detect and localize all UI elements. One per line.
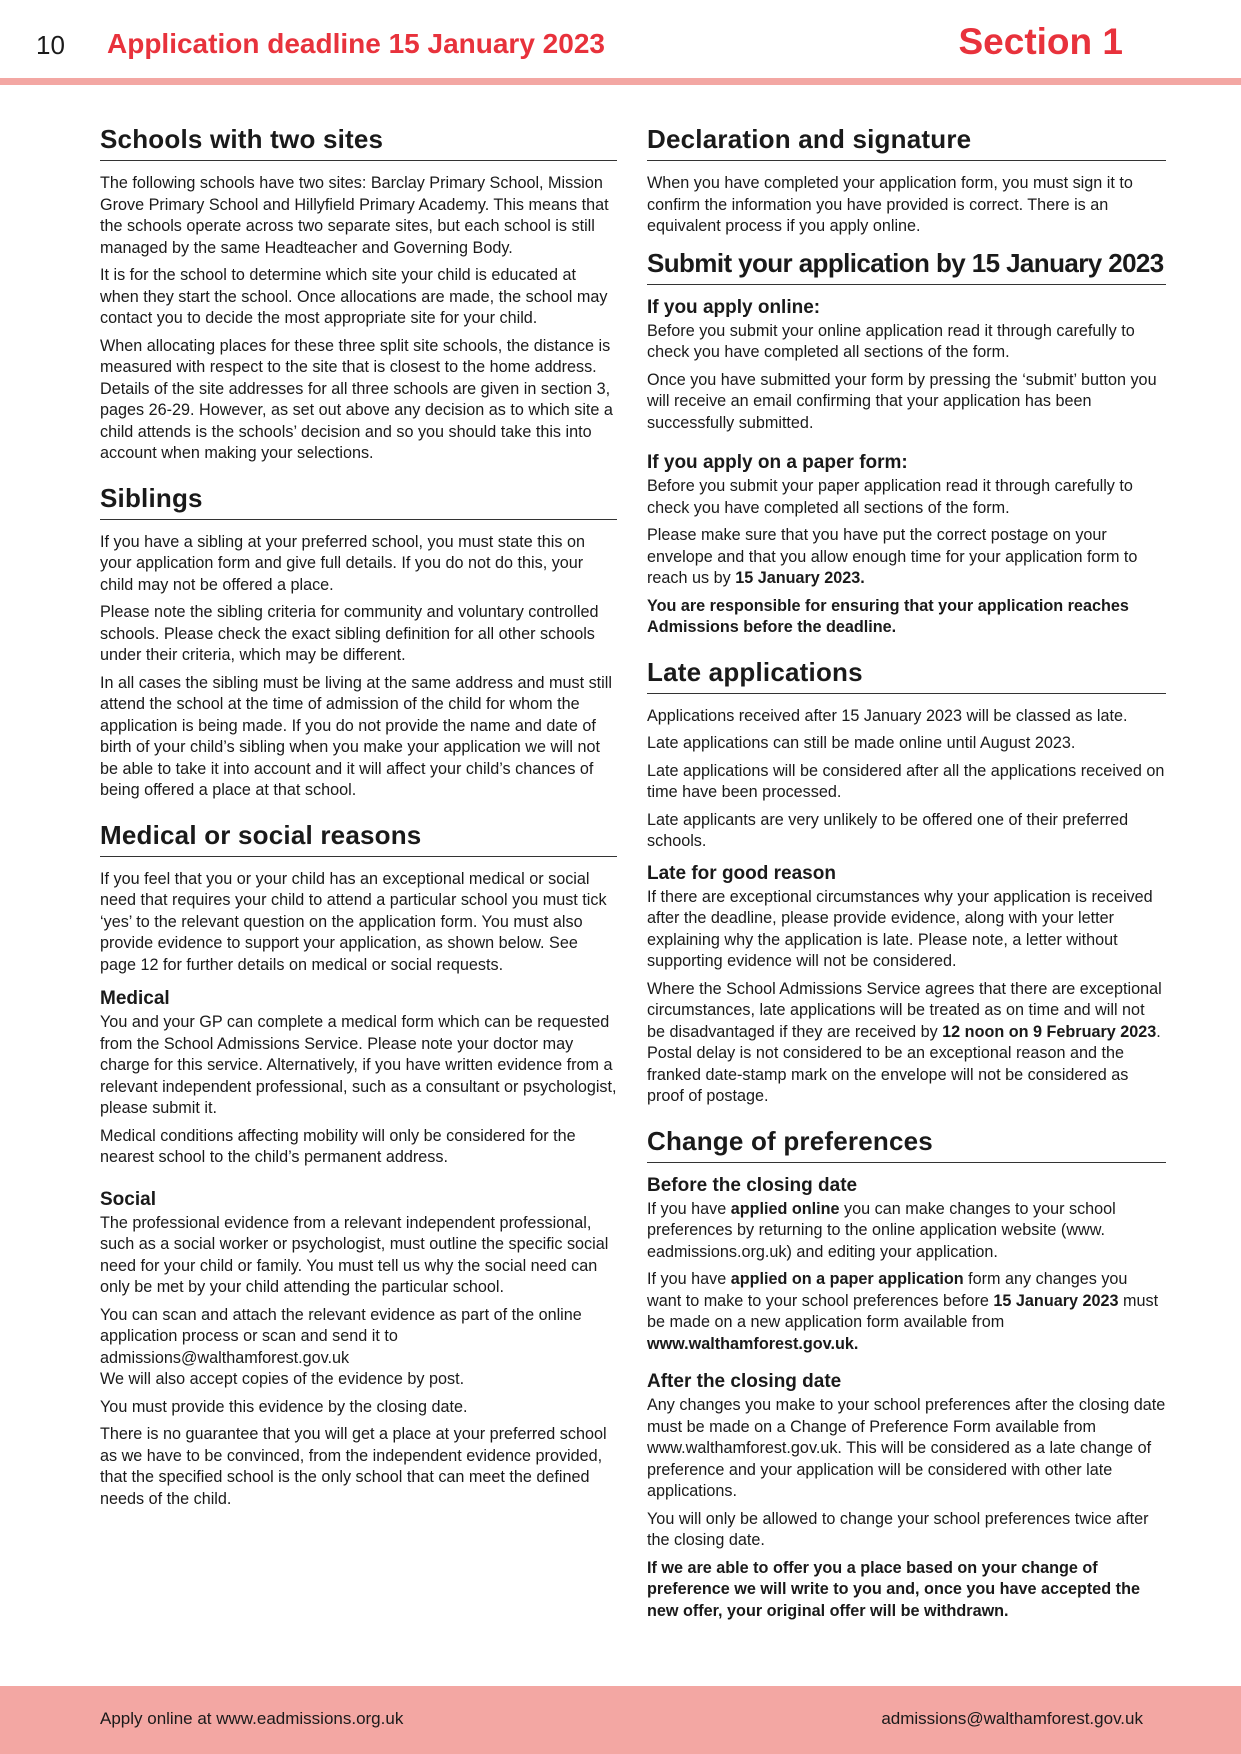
paragraph: You are responsible for ensuring that your application reaches Admissions before the deadline. [647, 596, 1129, 636]
section-label: Section 1 [958, 21, 1123, 62]
section-heading: Medical or social reasons [100, 820, 617, 857]
subheading: Late for good reason [647, 862, 836, 884]
page-header [0, 0, 1241, 80]
paragraph: There is no guarantee that you will get a place at your preferred school as we have to be convinced, from the independent evidence provided, that the specified school is the only school that can meet the defined needs of the child. [100, 1425, 607, 1508]
section-heading: Change of preferences [647, 1126, 1166, 1163]
subheading: Before the closing date [647, 1174, 858, 1196]
paragraph: Please make sure that you have put the correct postage on your envelope and that you allow enough time for your application form to reach us by 15 January 2023. [647, 526, 1138, 587]
paragraph: You can scan and attach the relevant evidence as part of the online application process or scan and send it to admissions@walthamforest.gov.uk [100, 1305, 582, 1367]
paragraph: You will only be allowed to change your school preferences twice after the closing date. [647, 1509, 1149, 1549]
subheading: If you apply online: [647, 296, 821, 318]
medical-social-section [100, 820, 617, 1511]
paragraph: Applications received after 15 January 2023 will be classed as late. [647, 706, 1128, 725]
paragraph: When you have completed your application form, you must sign it to confirm the information you have provided is correct. There is an equivalent process if you apply online. [647, 174, 1133, 235]
paragraph: It is for the school to determine which site your child is educated at when they start the school. Once allocations are made, the school may contact you to decide the most appropriate site for your child. [100, 266, 608, 327]
paragraph: Where the School Admissions Service agrees that there are exceptional circumstances, late applications will be treated as on time and will not be disadvantaged if they are received by 12 noon on 9 February 2023. Postal delay is not considered to be an exceptional reason and the franked date-stamp mark on the envelope will not be considered as proof of postage. [647, 979, 1162, 1105]
siblings-section [100, 483, 617, 802]
left-column [100, 118, 617, 1528]
paragraph: When allocating places for these three split site schools, the distance is measured with respect to the site that is closest to the home address. Details of the site addresses for all three schools are given in section 3, pages 26-29. However, as set out above any decision as to which site a child attends is the schools’ decision and so you should take this into account when making your selections. [100, 336, 613, 462]
paragraph: If you have applied on a paper application form any changes you want to make to your school preferences before 15 January 2023 must be made on a new application form available from www.walthamforest.gov.uk. [647, 1270, 1159, 1353]
schools-two-sites-section [100, 124, 617, 465]
section-heading: Late applications [647, 657, 1166, 694]
deadline-title: Application deadline 15 January 2023 [107, 28, 605, 59]
subheading: If you apply on a paper form: [647, 452, 908, 473]
paragraph: If you feel that you or your child has an exceptional medical or social need that requires your child to attend a particular school you must tick ‘yes’ to the relevant question on the application form. You must also provide evidence to support your application, as shown below. See page 12 for further details on medical or social requests. [100, 869, 607, 974]
paragraph: The professional evidence from a relevant independent professional, such as a social worker or psychologist, must outline the specific social need for your child or family. You must tell us why the social need can only be met by your child attending the particular school. [100, 1213, 609, 1296]
section-heading: Siblings [100, 483, 617, 520]
paragraph: The following schools have two sites: Barclay Primary School, Mission Grove Primary School and Hillyfield Primary Academy. This means that the schools operate across two separate sites, but each school is still managed by the same Headteacher and Governing Body. [100, 174, 609, 257]
section-heading: Submit your application by 15 January 2023 [647, 248, 1166, 285]
right-column [647, 118, 1166, 1640]
page-footer [0, 1686, 1241, 1754]
submit-section [647, 248, 1166, 639]
contact-email: admissions@walthamforest.gov.uk [881, 1709, 1143, 1728]
paragraph: Late applications will be considered after all the applications received on time have been processed. [647, 761, 1165, 801]
section-heading: Schools with two sites [100, 124, 617, 161]
paragraph: Medical conditions affecting mobility will only be considered for the nearest school to the child’s permanent address. [100, 1126, 576, 1166]
subheading: Social [100, 1188, 156, 1210]
paragraph: If we are able to offer you a place based on your change of preference we will write to you and, once you have accepted the new offer, your original offer will be withdrawn. [647, 1558, 1140, 1620]
subheading: After the closing date [647, 1371, 842, 1392]
paragraph: Late applicants are very unlikely to be offered one of their preferred schools. [647, 810, 1129, 850]
section-heading: Declaration and signature [647, 124, 1166, 161]
subheading: Medical [100, 988, 170, 1009]
paragraph: Before you submit your paper application read it through carefully to check you have completed all sections of the form. [647, 477, 1133, 517]
change-preferences-section [647, 1126, 1166, 1623]
paragraph: If you have applied online you can make changes to your school preferences by returning to the online application website (www. eadmissions.org.uk) and editing your application. [647, 1199, 1116, 1261]
page-number: 10 [36, 30, 65, 60]
paragraph: You must provide this evidence by the closing date. [100, 1397, 468, 1416]
paragraph: Once you have submitted your form by pressing the ‘submit’ button you will receive an email confirming that your application has been successfully submitted. [647, 370, 1157, 432]
declaration-section [647, 124, 1166, 238]
paragraph: Late applications can still be made online until August 2023. [647, 734, 1076, 752]
paragraph: If you have a sibling at your preferred school, you must state this on your application form and give full details. If you do not do this, your child may not be offered a place. [100, 532, 585, 594]
paragraph: You and your GP can complete a medical form which can be requested from the School Admissions Service. Please note your doctor may charge for this service. Alternatively, if you have written evidence from a relevant independent professional, such as a consultant or psychologist, please submit it. [100, 1013, 617, 1117]
paragraph: Before you submit your online application read it through carefully to check you have completed all sections of the form. [647, 321, 1135, 361]
paragraph: Any changes you make to your school preferences after the closing date must be made on a Change of Preference Form available from www.walthamforest.gov.uk. This will be considered as a late change of preference and your application will be considered with other late applications. [647, 1396, 1166, 1500]
late-applications-section [647, 657, 1166, 1108]
apply-online-text: Apply online at www.eadmissions.org.uk [100, 1709, 404, 1728]
header-divider [0, 78, 1241, 85]
paragraph: We will also accept copies of the evidence by post. [100, 1370, 465, 1388]
paragraph: If there are exceptional circumstances why your application is received after the deadline, please provide evidence, along with your letter explaining why the application is late. Please note, a letter without supporting evidence will not be considered. [647, 887, 1153, 970]
paragraph: Please note the sibling criteria for community and voluntary controlled schools. Please check the exact sibling definition for all other schools under their criteria, which may be different. [100, 603, 599, 664]
paragraph: In all cases the sibling must be living at the same address and must still attend the school at the time of admission of the child for whom the application is being made. If you do not provide the name and date of birth of your child’s sibling when you make your application we will not be able to take it into account and it will affect your child’s chances of being offered a place at that school. [100, 673, 612, 799]
